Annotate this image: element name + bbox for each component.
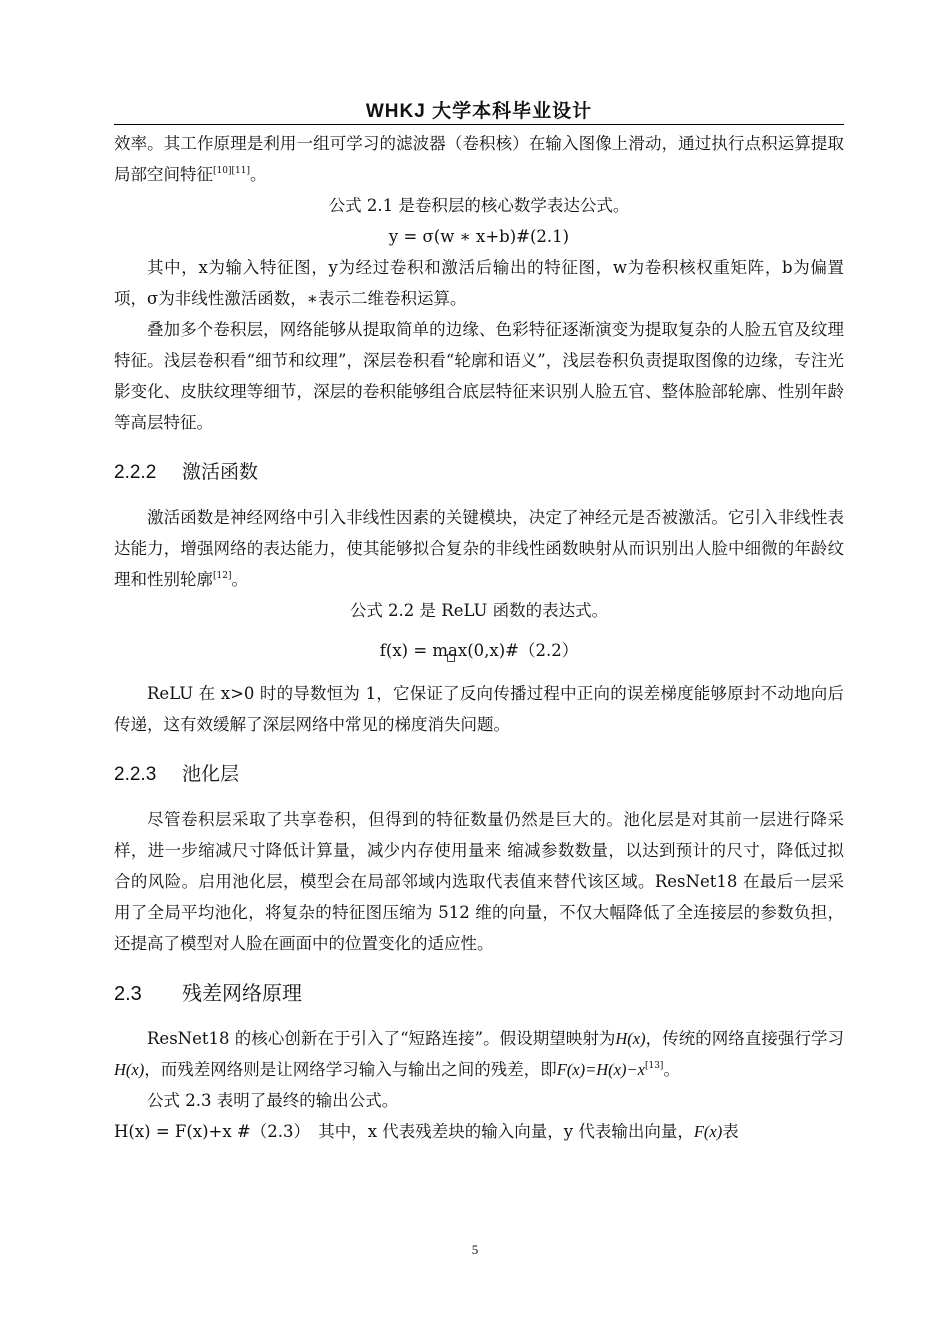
paragraph-activation (114, 502, 844, 595)
citation: [12] (213, 571, 232, 581)
formula-2-2 (114, 626, 844, 678)
paragraph-text: 其中，x 代表残差块的输入向量，y 代表输出向量， (301, 1122, 694, 1141)
formula-text: f(x) = (379, 641, 433, 660)
paragraph-text: ，传统的网络直接强行学习 (645, 1029, 844, 1048)
paragraph-text: 。 (663, 1060, 680, 1079)
paragraph-formula-explanation: 其中，x为输入特征图，y为经过卷积和激活后输出的特征图，w为卷积核权重矩阵，b为偏置项，σ为非线性激活函数，∗表示二维卷积运算。 (114, 258, 844, 308)
paragraph-text: 激活函数是神经网络中引入非线性因素的关键模块，决定了神经元是否被激活。它引入非线性表达能力，增强网络的表达能力，使其能够拟合复杂的非线性函数映射从而识别出人脸中细微的年龄纹理和性别轮廓 (114, 508, 844, 589)
paragraph-text: ResNet18 的核心创新在于引入了“短路连接”。假设期望映射为 (147, 1029, 616, 1048)
section-title: 池化层 (182, 764, 240, 785)
formula-2-1: y = σ(w ∗ x+b)#(2.1) (388, 227, 570, 246)
section-heading-2-3 (114, 965, 844, 1023)
header-rule (114, 124, 844, 125)
section-heading-2-2-2 (114, 444, 844, 502)
placeholder-box-icon (447, 654, 455, 662)
citation: [13] (644, 1061, 664, 1071)
paragraph-text: 效率。其工作原理是利用一组可学习的滤波器（卷积核）在输入图像上滑动，通过执行点积运算提取局部空间特征 (114, 134, 844, 184)
paragraph-resnet (114, 1023, 844, 1085)
paragraph-conv-principle (114, 128, 844, 190)
formula-2-1-intro: 公式 2.1 是卷积层的核心数学表达公式。 (328, 196, 630, 215)
formula-2-3: H(x) = F(x)+x #（2.3） (114, 1122, 302, 1141)
paragraph-pooling: 尽管卷积层采取了共享卷积，但得到的特征数量仍然是巨大的。池化层是对其前一层进行降采样，进一步缩减尺寸降低计算量，减少内存使用量来 缩减参数数量，以达到预计的尺寸，降低过拟合的风险。启用池化层，模型会在局部邻域内选取代表值来替代该区域。ResNet18 在最后一层采用了全局平均池化，将复杂的特征图压缩为 512 维的向量，不仅大幅降低了全连接层的参数负担，还提高了模型对人脸在画面中的位置变化的适应性。 (114, 810, 844, 953)
formula-text: (0,x)#（2.2） (467, 641, 579, 660)
page-number: 5 (471, 1242, 479, 1257)
formula-2-3-intro: 公式 2.3 表明了最终的输出公式。 (147, 1091, 399, 1110)
paragraph-text: ，而残差网络则是让网络学习输入与输出之间的残差，即 (144, 1060, 557, 1079)
paragraph-relu: ReLU 在 x>0 时的导数恒为 1，它保证了反向传播过程中正向的误差梯度能够原封不动地向后传递，这有效缓解了深层网络中常见的梯度消失问题。 (114, 684, 844, 734)
paragraph-text: 。 (249, 165, 267, 184)
section-number: 2.2.3 (114, 764, 157, 785)
paragraph-stacked-conv: 叠加多个卷积层，网络能够从提取简单的边缘、色彩特征逐渐演变为提取复杂的人脸五官及纹理特征。浅层卷积看“细节和纹理”，深层卷积看“轮廓和语义”，浅层卷积负责提取图像的边缘，专注光影变化、皮肤纹理等细节，深层的卷积能够组合底层特征来识别人脸五官、整体脸部轮廓、性别年龄等高层特征。 (114, 320, 844, 432)
section-title: 残差网络原理 (182, 983, 302, 1005)
max-operator (432, 626, 467, 676)
section-title: 激活函数 (182, 462, 259, 483)
section-number: 2.3 (114, 983, 142, 1005)
formula-2-2-intro: 公式 2.2 是 ReLU 函数的表达式。 (349, 601, 609, 620)
section-number: 2.2.2 (114, 462, 157, 483)
math-h-x: H(x) (615, 1029, 646, 1048)
body-content (114, 128, 844, 1147)
section-heading-2-2-3 (114, 746, 844, 804)
paragraph-text: 。 (231, 570, 248, 589)
math-f-x: F(x) (693, 1122, 723, 1141)
paragraph-text: 表 (722, 1122, 739, 1141)
max-text: max (432, 641, 468, 660)
math-residual-equation: F(x)=H(x)−x (556, 1060, 645, 1079)
paragraph-output-formula (114, 1116, 844, 1147)
citation: [10][11] (213, 166, 250, 176)
math-h-x: H(x) (114, 1060, 145, 1079)
running-header: WHKJ 大学本科毕业设计 (365, 101, 593, 122)
